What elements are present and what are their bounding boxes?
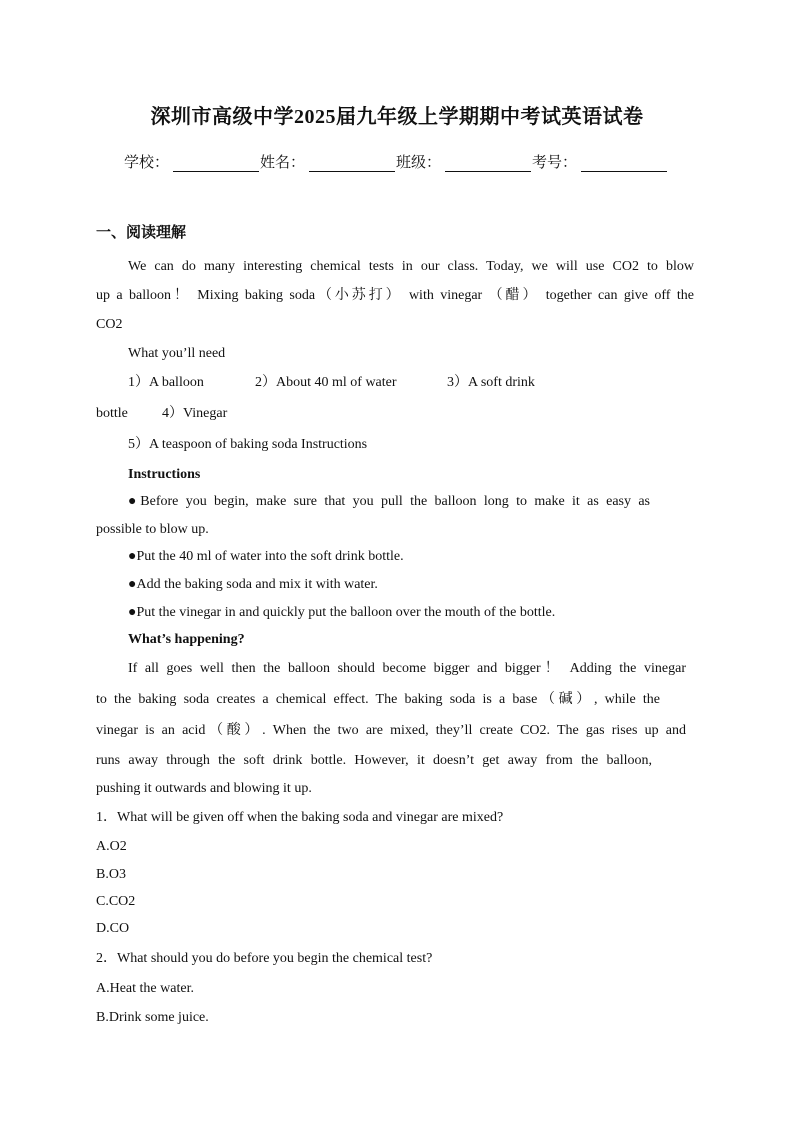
happening-heading: What’s happening? xyxy=(128,632,245,647)
instructions-heading: Instructions xyxy=(128,467,201,482)
passage-line: pushing it outwards and blowing it up. xyxy=(96,781,312,796)
list-item-continued: bottle xyxy=(96,406,128,421)
instruction-step: ●Add the baking soda and mix it with water. xyxy=(128,577,378,592)
school-label: 学校： xyxy=(124,153,170,171)
name-blank[interactable] xyxy=(309,170,395,172)
question-stem: 1．What will be given off when the baking soda and vinegar are mixed? xyxy=(96,810,504,825)
instruction-step: ●Before you begin, make sure that you pull the balloon long to make it as easy as xyxy=(128,494,650,509)
exam-number-blank[interactable] xyxy=(581,170,667,172)
passage-line: We can do many interesting chemical tests in our class. Today, we will use CO2 to blow xyxy=(128,259,694,274)
class-label: 班级： xyxy=(396,153,442,171)
passage-line: vinegar is an acid（酸）. When the two are mixed, they’ll create CO2. The gas rises up and xyxy=(96,723,686,738)
passage-line: runs away through the soft drink bottle. However, it doesn’t get away from the balloon, xyxy=(96,753,652,768)
class-blank[interactable] xyxy=(445,170,531,172)
need-label: What you’ll need xyxy=(128,346,226,361)
answer-option[interactable]: B.Drink some juice. xyxy=(96,1010,209,1025)
passage-line: to the baking soda creates a chemical effect. The baking soda is a base（碱）, while the xyxy=(96,692,660,707)
instruction-step: ●Put the vinegar in and quickly put the balloon over the mouth of the bottle. xyxy=(128,605,556,620)
passage-line: CO2 xyxy=(96,317,123,332)
answer-option[interactable]: A.Heat the water. xyxy=(96,981,194,996)
answer-option[interactable]: A.O2 xyxy=(96,839,127,854)
name-label: 姓名： xyxy=(260,153,306,171)
list-item: 3）A soft drink xyxy=(447,375,535,390)
list-item: 2）About 40 ml of water xyxy=(255,375,397,390)
school-blank[interactable] xyxy=(173,170,259,172)
passage-line: up a balloon！ Mixing baking soda（小苏打） with vinegar （醋） together can give off the xyxy=(96,288,694,303)
page-title: 深圳市高级中学2025届九年级上学期期中考试英语试卷 xyxy=(150,106,644,128)
answer-option[interactable]: D.CO xyxy=(96,921,130,936)
instruction-step-continued: possible to blow up. xyxy=(96,522,209,537)
answer-option[interactable]: B.O3 xyxy=(96,867,126,882)
list-item: 5）A teaspoon of baking soda Instructions xyxy=(128,437,368,452)
list-item: 1）A balloon xyxy=(128,375,204,390)
passage-line: If all goes well then the balloon should become bigger and bigger！ Adding the vinegar xyxy=(128,661,686,676)
instruction-step: ●Put the 40 ml of water into the soft drink bottle. xyxy=(128,549,404,564)
exam-number-label: 考号： xyxy=(532,153,578,171)
question-stem: 2．What should you do before you begin the chemical test? xyxy=(96,951,433,966)
answer-option[interactable]: C.CO2 xyxy=(96,894,136,909)
list-item: 4）Vinegar xyxy=(162,406,228,421)
student-info-line xyxy=(124,151,668,172)
section-heading: 一、阅读理解 xyxy=(96,223,187,241)
